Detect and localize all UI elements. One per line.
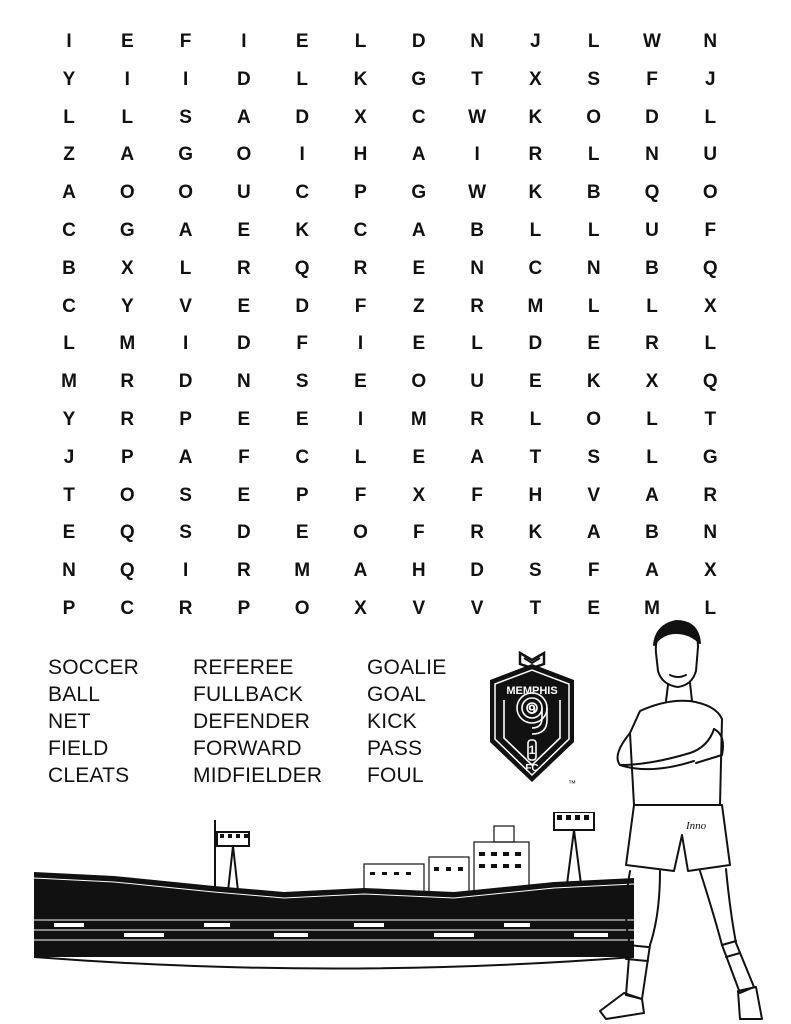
grid-letter: X: [529, 68, 542, 90]
grid-letter: K: [353, 68, 368, 90]
grid-letter: L: [529, 409, 542, 430]
grid-letter: G: [702, 446, 718, 468]
grid-letter: O: [411, 371, 427, 393]
crest-top-text: MEMPHIS: [506, 685, 558, 697]
grid-letter: O: [236, 144, 252, 166]
grid-letter: A: [470, 446, 484, 468]
grid-letter: X: [120, 257, 134, 279]
grid-letter: L: [296, 68, 308, 90]
grid-letter: A: [178, 220, 193, 241]
grid-letter: O: [119, 182, 135, 204]
grid-letter: K: [586, 371, 601, 393]
word-list-column-1: [48, 654, 139, 789]
grid-letter: O: [586, 409, 602, 430]
grid-letter: Q: [702, 371, 718, 393]
grid-letter: E: [529, 371, 542, 393]
grid-letter: L: [587, 31, 600, 52]
grid-letter: K: [528, 106, 543, 128]
grid-letter: C: [120, 598, 135, 619]
grid-letter: U: [703, 144, 718, 166]
grid-letter: S: [179, 106, 192, 128]
grid-letter: F: [296, 333, 308, 355]
grid-letter: M: [644, 598, 660, 619]
word-list-item: GOALIE: [367, 656, 447, 679]
grid-letter: I: [357, 409, 364, 430]
grid-letter: P: [179, 409, 192, 430]
grid-letter: M: [527, 295, 544, 317]
grid-letter: B: [470, 220, 484, 241]
grid-letter: I: [241, 31, 247, 52]
word-list-item: FOUL: [367, 764, 424, 787]
grid-letter: G: [411, 182, 427, 204]
grid-letter: X: [703, 560, 717, 582]
grid-letter: F: [354, 484, 367, 506]
grid-letter: J: [705, 68, 716, 90]
grid-letter: L: [121, 106, 134, 128]
grid-letter: E: [62, 522, 76, 544]
word-list-item: SOCCER: [48, 656, 140, 679]
grid-letter: L: [354, 446, 367, 468]
grid-letter: A: [645, 560, 659, 582]
soccer-player-illustration: [590, 615, 770, 1024]
word-list-item: NET: [48, 710, 91, 733]
grid-letter: E: [412, 333, 426, 355]
grid-letter: M: [410, 409, 427, 430]
grid-letter: F: [471, 484, 483, 506]
grid-letter: L: [587, 220, 600, 241]
grid-letter: S: [179, 484, 192, 506]
grid-letter: Q: [119, 522, 135, 544]
word-list-column-3: [367, 654, 446, 789]
grid-letter: S: [179, 522, 192, 544]
shorts-sponsor-text: Inno: [686, 820, 707, 832]
word-list-item: FIELD: [48, 737, 109, 760]
grid-letter: R: [470, 295, 484, 317]
grid-letter: B: [62, 257, 76, 279]
word-list-item: MIDFIELDER: [193, 764, 323, 787]
grid-letter: U: [470, 371, 484, 393]
grid-letter: X: [703, 295, 717, 317]
grid-letter: F: [587, 560, 600, 582]
grid-letter: C: [295, 446, 310, 468]
grid-letter: E: [412, 446, 426, 468]
grid-letter: C: [411, 106, 426, 128]
grid-letter: V: [470, 598, 484, 619]
grid-letter: H: [353, 144, 368, 166]
grid-letter: H: [411, 560, 426, 582]
grid-letter: B: [645, 257, 659, 279]
grid-letter: B: [645, 522, 659, 544]
grid-letter: Z: [63, 144, 75, 166]
grid-letter: E: [295, 409, 309, 430]
grid-letter: L: [179, 257, 192, 279]
word-list-item: REFEREE: [193, 656, 294, 679]
grid-letter: E: [237, 484, 251, 506]
grid-letter: D: [528, 333, 543, 355]
grid-letter: L: [587, 295, 600, 317]
grid-letter: N: [62, 560, 76, 582]
grid-letter: W: [643, 31, 661, 52]
grid-letter: O: [178, 182, 193, 204]
grid-letter: D: [237, 68, 251, 90]
grid-letter: R: [178, 598, 193, 619]
grid-letter: L: [646, 409, 658, 430]
grid-letter: M: [119, 333, 136, 355]
crest-number-top: 9: [528, 701, 536, 717]
grid-letter: R: [120, 371, 135, 393]
grid-letter: C: [62, 295, 76, 317]
grid-letter: D: [178, 371, 193, 393]
grid-letter: A: [178, 446, 193, 468]
grid-letter: Q: [644, 182, 660, 204]
grid-letter: F: [238, 446, 250, 468]
word-list-item: FULLBACK: [193, 683, 304, 706]
grid-letter: E: [587, 333, 601, 355]
grid-letter: L: [704, 598, 717, 619]
grid-letter: O: [119, 484, 135, 506]
grid-letter: Q: [294, 257, 310, 279]
grid-letter: O: [702, 182, 718, 204]
grid-letter: I: [299, 144, 305, 166]
grid-letter: E: [237, 295, 251, 317]
grid-letter: R: [353, 257, 368, 279]
grid-letter: P: [62, 598, 76, 619]
grid-letter: Y: [120, 295, 134, 317]
grid-letter: E: [412, 257, 426, 279]
grid-letter: T: [704, 409, 717, 430]
grid-letter: O: [586, 106, 602, 128]
grid-letter: P: [354, 182, 367, 204]
grid-letter: F: [354, 295, 367, 317]
grid-letter: F: [646, 68, 658, 90]
grid-letter: F: [704, 220, 717, 241]
grid-letter: L: [63, 333, 75, 355]
grid-letter: R: [237, 560, 251, 582]
grid-letter: R: [470, 409, 484, 430]
grid-letter: X: [354, 106, 367, 128]
grid-letter: I: [182, 68, 189, 90]
grid-letter: X: [354, 598, 367, 619]
grid-letter: V: [587, 484, 601, 506]
word-list-item: CLEATS: [48, 764, 130, 787]
grid-letter: E: [354, 371, 367, 393]
grid-letter: N: [237, 371, 251, 393]
grid-letter: I: [357, 333, 364, 355]
grid-letter: M: [294, 560, 311, 582]
grid-letter: A: [411, 220, 426, 241]
word-list-item: PASS: [367, 737, 423, 760]
grid-letter: G: [178, 144, 193, 166]
grid-letter: L: [354, 31, 367, 52]
grid-letter: I: [124, 68, 130, 90]
grid-letter: C: [295, 182, 310, 204]
grid-letter: L: [587, 144, 600, 166]
grid-letter: A: [645, 484, 659, 506]
grid-letter: O: [353, 522, 368, 544]
grid-letter: U: [645, 220, 659, 241]
grid-letter: R: [120, 409, 135, 430]
grid-letter: L: [704, 333, 717, 355]
grid-letter: C: [62, 220, 76, 241]
grid-letter: A: [586, 522, 601, 544]
crest-number-bottom: 1: [528, 743, 536, 757]
grid-letter: P: [120, 446, 134, 468]
trademark-symbol: ™: [568, 779, 576, 788]
grid-letter: V: [412, 598, 426, 619]
grid-letter: D: [645, 106, 659, 128]
grid-letter: T: [529, 598, 542, 619]
grid-letter: B: [586, 182, 601, 204]
grid-letter: L: [63, 106, 75, 128]
grid-letter: A: [353, 560, 368, 582]
grid-letter: Q: [119, 560, 135, 582]
grid-letter: O: [294, 598, 310, 619]
grid-letter: J: [530, 31, 541, 52]
word-list-item: BALL: [48, 683, 101, 706]
grid-letter: L: [646, 295, 658, 317]
grid-letter: I: [182, 333, 189, 355]
grid-letter: E: [295, 31, 309, 52]
stadium-skyline-illustration: [34, 812, 634, 982]
grid-letter: A: [411, 144, 426, 166]
grid-letter: T: [471, 68, 483, 90]
grid-letter: E: [120, 31, 134, 52]
grid-letter: R: [703, 484, 718, 506]
grid-letter: L: [646, 446, 658, 468]
grid-letter: N: [470, 257, 484, 279]
grid-letter: U: [237, 182, 251, 204]
grid-letter: K: [528, 522, 543, 544]
grid-letter: N: [586, 257, 601, 279]
grid-letter: D: [237, 333, 251, 355]
grid-letter: V: [179, 295, 192, 317]
grid-letter: G: [411, 68, 427, 90]
grid-letter: P: [237, 598, 251, 619]
grid-letter: M: [61, 371, 77, 393]
grid-letter: E: [237, 220, 251, 241]
grid-letter: P: [295, 484, 309, 506]
grid-letter: T: [63, 484, 75, 506]
grid-letter: X: [412, 484, 426, 506]
grid-letter: K: [295, 220, 310, 241]
grid-letter: Z: [412, 295, 425, 317]
grid-letter: Y: [62, 409, 76, 430]
word-list-item: FORWARD: [193, 737, 302, 760]
grid-letter: N: [470, 31, 484, 52]
grid-letter: D: [237, 522, 251, 544]
grid-letter: N: [703, 31, 718, 52]
grid-letter: S: [587, 68, 601, 90]
grid-letter: D: [295, 106, 310, 128]
grid-letter: R: [528, 144, 543, 166]
grid-letter: Y: [62, 68, 76, 90]
grid-letter: N: [645, 144, 659, 166]
memphis-fc-crest-logo: [484, 650, 580, 788]
grid-letter: I: [182, 560, 189, 582]
grid-letter: R: [645, 333, 659, 355]
grid-letter: X: [645, 371, 659, 393]
grid-letter: E: [295, 522, 309, 544]
grid-letter: L: [704, 106, 717, 128]
grid-letter: S: [295, 371, 309, 393]
word-list-item: DEFENDER: [193, 710, 311, 733]
grid-letter: S: [587, 446, 601, 468]
word-list-item: KICK: [367, 710, 417, 733]
grid-letter: S: [529, 560, 542, 582]
grid-letter: E: [237, 409, 251, 430]
grid-letter: L: [471, 333, 483, 355]
grid-letter: K: [528, 182, 543, 204]
grid-letter: J: [63, 446, 75, 468]
grid-letter: W: [468, 182, 487, 204]
grid-letter: T: [529, 446, 542, 468]
grid-letter: D: [411, 31, 426, 52]
grid-letter: D: [295, 295, 310, 317]
grid-letter: I: [474, 144, 480, 166]
grid-letter: F: [179, 31, 192, 52]
grid-letter: C: [528, 257, 543, 279]
grid-letter: D: [470, 560, 484, 582]
word-list-column-2: [193, 654, 322, 789]
grid-letter: A: [237, 106, 251, 128]
grid-letter: Q: [702, 257, 718, 279]
grid-letter: I: [66, 31, 72, 52]
grid-letter: L: [529, 220, 542, 241]
grid-letter: F: [412, 522, 425, 544]
grid-letter: A: [62, 182, 76, 204]
grid-letter: R: [237, 257, 251, 279]
word-search-grid: [41, 23, 743, 625]
grid-letter: H: [528, 484, 543, 506]
grid-letter: C: [353, 220, 368, 241]
grid-letter: R: [470, 522, 484, 544]
grid-letter: E: [587, 598, 601, 619]
grid-letter: A: [120, 144, 135, 166]
word-list-item: GOAL: [367, 683, 427, 706]
crest-bottom-text: FC: [525, 763, 539, 774]
grid-letter: G: [119, 220, 135, 241]
grid-letter: N: [703, 522, 718, 544]
grid-letter: W: [468, 106, 487, 128]
